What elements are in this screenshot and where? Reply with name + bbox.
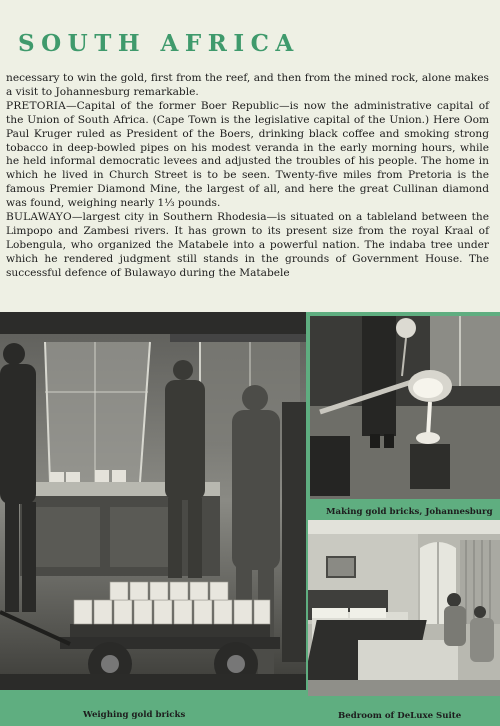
making-photo-illustration bbox=[310, 316, 500, 499]
caption-bedroom-deluxe-suite: Bedroom of DeLuxe Suite bbox=[338, 711, 462, 721]
bedroom-photo-illustration bbox=[308, 520, 500, 696]
bulawayo-text: —largest city in Southern Rhodesia—is situated on a tableland between the Limpopo and Zambesi rivers. It has grown to its present size from the royal Kraal of Lobengula, who organized the Matabele into a powerful nation. The indaba tree under which he rendered judgment still stands in the grounds of Government House. The successful defence of Bulawayo during the Matabele bbox=[6, 211, 489, 279]
article-body bbox=[6, 72, 489, 281]
pretoria-paragraph bbox=[6, 100, 489, 211]
text-panel bbox=[0, 0, 500, 312]
bulawayo-paragraph bbox=[6, 211, 489, 281]
bulawayo-heading: BULAWAYO bbox=[6, 211, 72, 224]
weighing-photo-illustration bbox=[0, 312, 306, 690]
photo-bedroom-deluxe-suite bbox=[308, 520, 500, 696]
page-title: SOUTH AFRICA bbox=[18, 30, 300, 57]
caption-making-gold-bricks: Making gold bricks, Johannesburg bbox=[326, 507, 493, 517]
pretoria-text: —Capital of the former Boer Republic—is now the administrative capital of the Union of South Africa. (Cape Town is the legislative capital of the Union.) Here Oom Paul Kruger ruled as President of the Boers, drinking black coffee and smoking strong tobacco in deep-bowled pipes on his modest veranda in the early morning hours, while he held informal democratic levees and adjusted the troubles of his people. The home in which he lived in Church Street is to be seen. Twenty-five miles from Pretoria is the famous Premier Diamond Mine, the largest of all, and here the great Cullinan diamond was found, weighing nearly 1⅓ pounds. bbox=[6, 99, 489, 210]
photo-weighing-gold-bricks bbox=[0, 312, 306, 690]
photo-making-gold-bricks bbox=[310, 316, 500, 499]
caption-weighing-gold-bricks: Weighing gold bricks bbox=[83, 710, 186, 720]
intro-paragraph: necessary to win the gold, first from the reef, and then from the mined rock, alone makes a visit to Johannesburg remarkable. bbox=[6, 72, 489, 98]
pretoria-heading: PRETORIA bbox=[6, 99, 67, 112]
